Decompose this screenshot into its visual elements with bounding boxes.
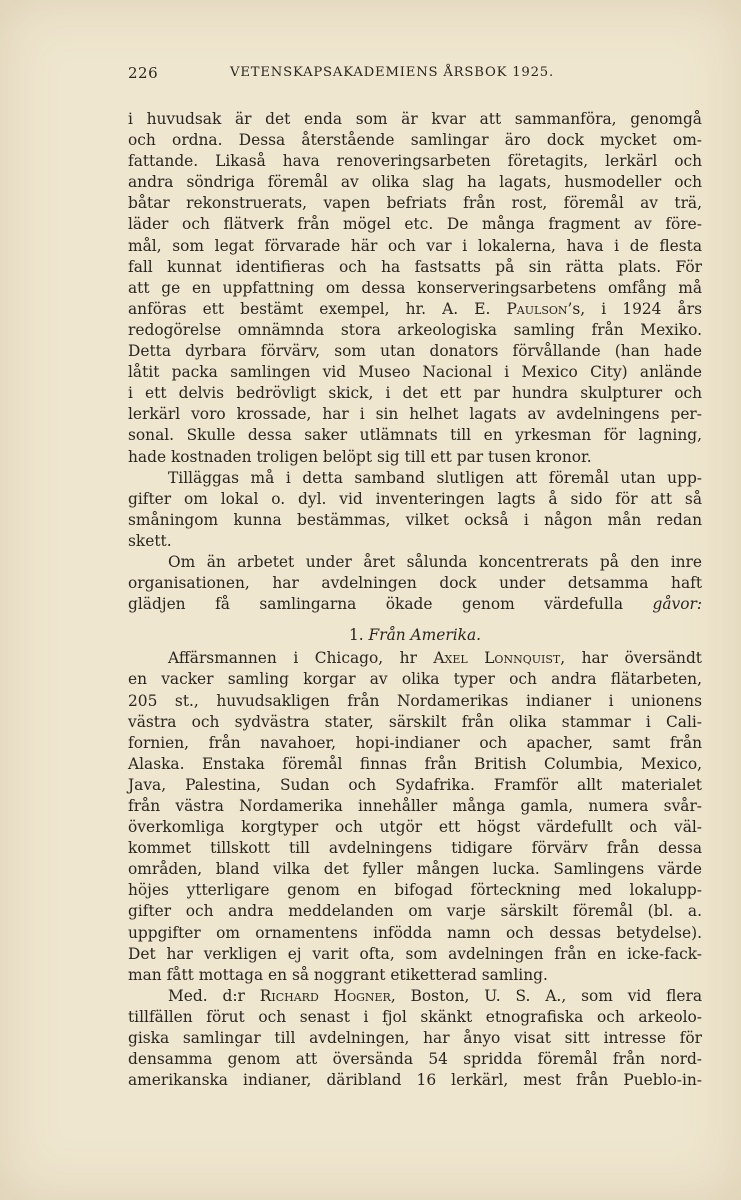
text-line: i huvudsak är det enda som är kvar att sammanföra, genomgå <box>128 110 702 128</box>
text-line: redogörelse omnämnda stora arkeologiska samling från Mexiko. <box>128 320 702 339</box>
text-line: organisationen, har avdelningen dock under detsamma haft <box>128 574 702 593</box>
text-line: fornien, från navahoer, hopi-indianer och apacher, samt från <box>128 733 702 752</box>
text-line: Java, Palestina, Sudan och Sydafrika. Framför allt materialet <box>128 775 702 794</box>
text-line: skett. <box>128 531 172 550</box>
text-line: båtar rekonstruerats, vapen befriats från rost, föremål av trä, <box>128 194 702 213</box>
text-line: en vacker samling korgar av olika typer och andra flätarbeten, <box>128 670 702 689</box>
text-line: lerkärl voro krossade, har i sin helhet lagats av avdelningens per- <box>128 405 702 424</box>
text-fragment: anföras ett bestämt exempel, hr. A. E. <box>128 299 507 318</box>
text-line: hade kostnaden troligen belöpt sig till ett par tusen kronor. <box>128 447 592 466</box>
text-line: i ett delvis bedrövligt skick, i det ett par hundra skulpturer och <box>128 384 702 403</box>
text-fragment: ’s, i 1924 års <box>567 299 702 318</box>
paragraph-additions <box>128 468 702 552</box>
text-line: låtit packa samlingen vid Museo Nacional i Mexico City) anlände <box>128 363 702 382</box>
text-line: kommet tillskott till avdelningens tidigare förvärv från dessa <box>128 839 702 858</box>
text-line: småningom kunna bestämmas, vilket också i någon mån redan <box>128 510 702 529</box>
text-fragment: Med. d:r <box>168 986 260 1005</box>
text-line: Alaska. Enstaka föremål finnas från British Columbia, Mexico, <box>128 754 702 773</box>
text-line: att ge en uppfattning om dessa konserveringsarbetens omfång må <box>128 278 702 297</box>
text-line: Det har verkligen ej varit ofta, som avdelningen från en icke-fack- <box>128 944 702 963</box>
text-fragment: Affärsmannen i Chicago, hr <box>168 649 434 668</box>
section-number: 1. <box>348 626 369 645</box>
text-line: amerikanska indianer, däribland 16 lerkärl, mest från Pueblo-in- <box>128 1071 702 1090</box>
text-line: fattande. Likaså hava renoveringsarbeten företagits, lerkärl och <box>128 152 702 171</box>
page-number: 226 <box>128 64 159 82</box>
text-line: densamma genom att översända 54 spridda föremål från nord- <box>128 1050 702 1069</box>
text-line <box>128 648 702 669</box>
text-line: giska samlingar till avdelningen, har ånyo visat sitt intresse för <box>128 1029 702 1048</box>
text-line <box>128 986 702 1007</box>
text-fragment: glädjen få samlingarna ökade genom värdefulla <box>128 595 653 614</box>
running-title: VETENSKAPSAKADEMIENS ÅRSBOK 1925. <box>230 65 554 80</box>
person-name: Axel Lonnquist <box>433 649 561 668</box>
section-title: Från Amerika. <box>368 626 482 645</box>
paragraph-gifts-intro <box>128 552 702 615</box>
person-name: Richard Hogner <box>259 986 391 1005</box>
text-line: gifter och andra meddelanden om varje särskilt föremål (bl. a. <box>128 902 702 921</box>
text-line: mål, som legat förvarade här och var i lokalerna, hava i de flesta <box>128 236 702 255</box>
text-line: områden, bland vilka det fyller mången lucka. Samlingens värde <box>128 860 702 879</box>
text-line: höjes ytterligare genom en bifogad förteckning med lokalupp- <box>128 881 702 900</box>
body-text <box>128 109 702 1091</box>
text-line: Detta dyrbara förvärv, som utan donators förvållande (han hade <box>128 342 702 361</box>
text-line: andra söndriga föremål av olika slag ha lagats, husmodeller och <box>128 173 702 192</box>
text-line: Tilläggas må i detta samband slutligen att föremål utan upp- <box>168 468 702 487</box>
text-line: sonal. Skulle dessa saker utlämnats till en yrkesman för lagning, <box>128 426 702 445</box>
emphasis-gavor: gåvor: <box>652 595 702 614</box>
text-line: uppgifter om ornamentens infödda namn och dessas betydelse). <box>128 923 702 942</box>
text-line: läder och flätverk från mögel etc. De många fragment av före- <box>128 215 702 234</box>
text-line: överkomliga korgtyper och utgör ett högst värdefullt och väl- <box>128 818 702 837</box>
paragraph-lonnquist <box>128 648 702 986</box>
text-line <box>128 299 702 320</box>
text-fragment: , har översändt <box>560 649 702 668</box>
text-fragment: , Boston, U. S. A., som vid flera <box>390 986 702 1005</box>
text-line: man fått mottaga en så noggrant etiketterad samling. <box>128 965 548 984</box>
text-line: från västra Nordamerika innehåller många gamla, numera svår- <box>128 797 702 815</box>
text-line: Om än arbetet under året sålunda koncentrerats på den inre <box>168 552 702 571</box>
text-line: fall kunnat identifieras och ha fastsatts på sin rätta plats. För <box>128 257 702 276</box>
text-line: västra och sydvästra stater, särskilt från olika stammar i Cali- <box>128 712 702 731</box>
text-line: tillfällen förut och senast i fjol skänkt etnografiska och arkeolo- <box>128 1007 702 1026</box>
text-line: gifter om lokal o. dyl. vid inventeringen lagts å sido för att så <box>128 489 702 508</box>
person-name: Paulson <box>506 299 568 318</box>
paragraph-conservation <box>128 109 702 468</box>
paragraph-hogner <box>128 986 702 1091</box>
text-line: och ordna. Dessa återstående samlingar äro dock mycket om- <box>128 131 702 150</box>
text-line: 205 st., huvudsakligen från Nordamerikas indianer i unionens <box>128 691 702 710</box>
text-line <box>128 594 702 615</box>
section-heading <box>128 625 702 646</box>
